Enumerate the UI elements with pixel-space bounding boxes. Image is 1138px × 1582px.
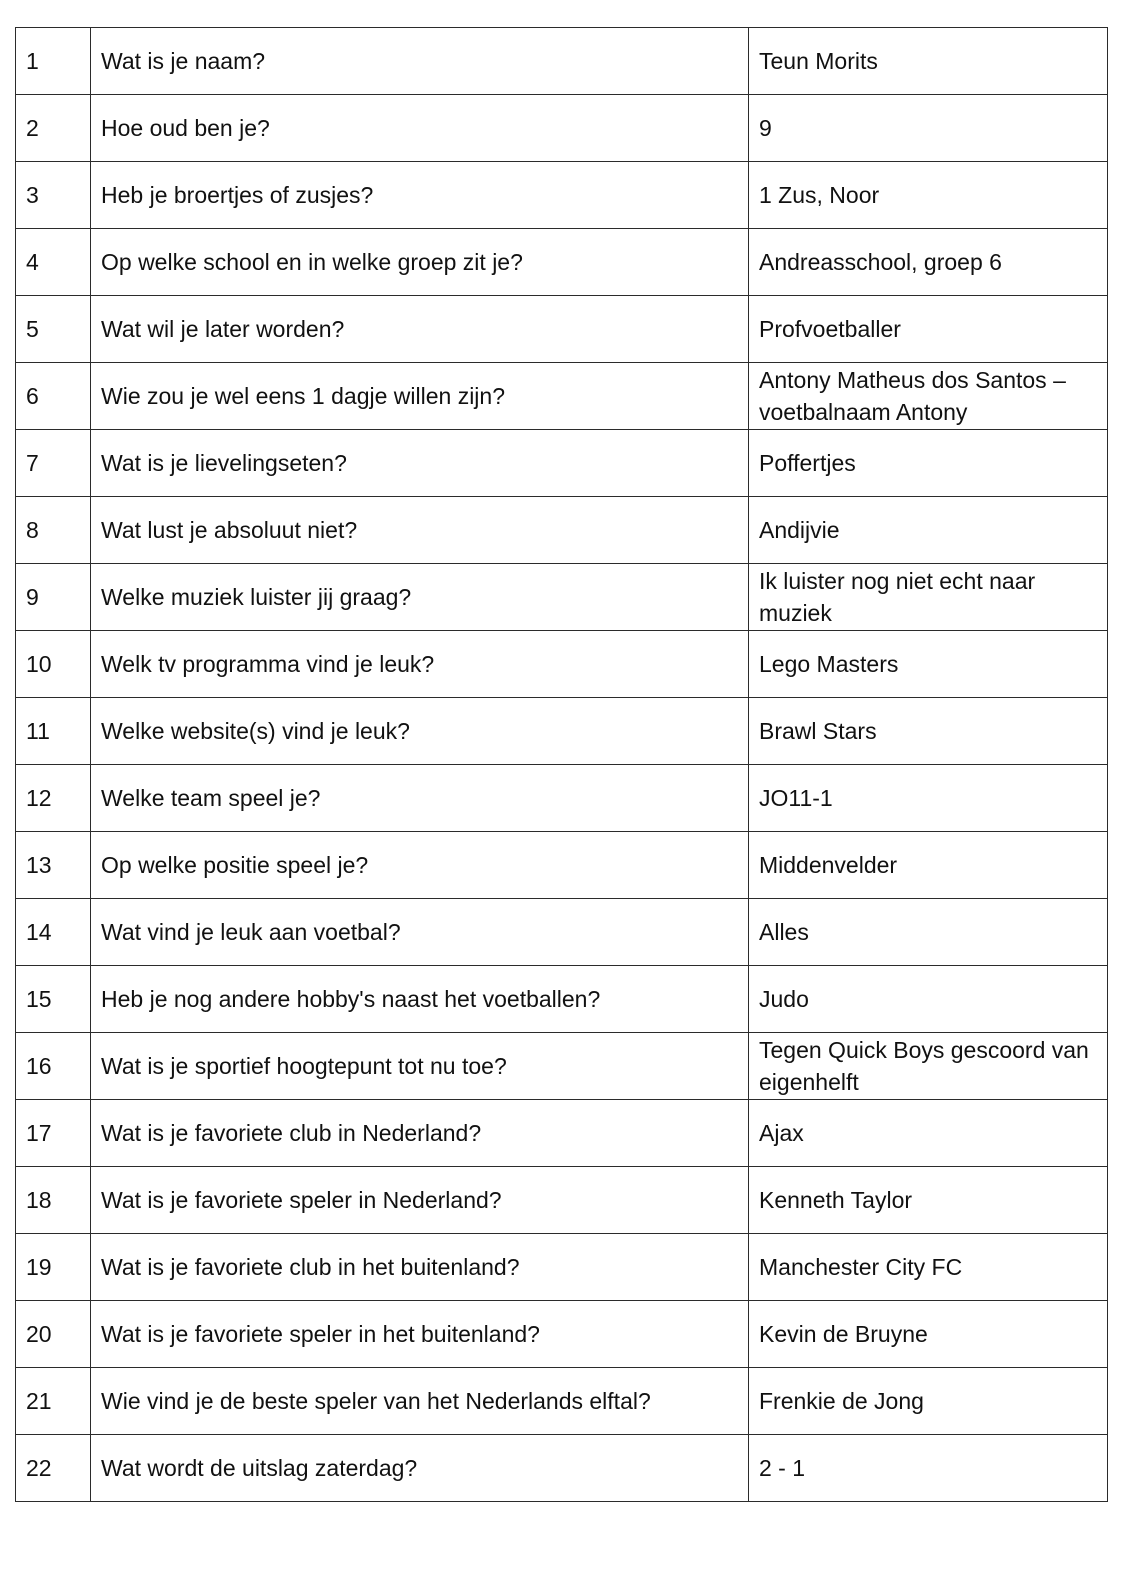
question-cell: Hoe oud ben je? <box>91 95 749 162</box>
table-row <box>16 28 1108 95</box>
question-cell: Op welke positie speel je? <box>91 832 749 899</box>
answer-cell: 2 - 1 <box>749 1435 1108 1502</box>
table-row <box>16 966 1108 1033</box>
row-number: 10 <box>16 631 91 698</box>
row-number: 12 <box>16 765 91 832</box>
table-row <box>16 1100 1108 1167</box>
question-cell: Welke website(s) vind je leuk? <box>91 698 749 765</box>
table-row <box>16 899 1108 966</box>
answer-cell: Ajax <box>749 1100 1108 1167</box>
answer-cell: Frenkie de Jong <box>749 1368 1108 1435</box>
row-number: 15 <box>16 966 91 1033</box>
answer-cell: Middenvelder <box>749 832 1108 899</box>
row-number: 3 <box>16 162 91 229</box>
row-number: 9 <box>16 564 91 631</box>
answer-cell: Alles <box>749 899 1108 966</box>
answer-cell: Kevin de Bruyne <box>749 1301 1108 1368</box>
question-cell: Wie vind je de beste speler van het Nederlands elftal? <box>91 1368 749 1435</box>
row-number: 18 <box>16 1167 91 1234</box>
answer-cell: Antony Matheus dos Santos – voetbalnaam Antony <box>749 363 1108 430</box>
table-row <box>16 1234 1108 1301</box>
answer-cell: Poffertjes <box>749 430 1108 497</box>
answer-cell: Andreasschool, groep 6 <box>749 229 1108 296</box>
table-row <box>16 832 1108 899</box>
table-row <box>16 497 1108 564</box>
question-cell: Wat is je favoriete speler in Nederland? <box>91 1167 749 1234</box>
question-cell: Welke muziek luister jij graag? <box>91 564 749 631</box>
row-number: 21 <box>16 1368 91 1435</box>
question-cell: Wat wordt de uitslag zaterdag? <box>91 1435 749 1502</box>
row-number: 1 <box>16 28 91 95</box>
question-cell: Wat is je naam? <box>91 28 749 95</box>
question-cell: Wat vind je leuk aan voetbal? <box>91 899 749 966</box>
interview-table-body <box>16 28 1108 1502</box>
row-number: 8 <box>16 497 91 564</box>
row-number: 22 <box>16 1435 91 1502</box>
row-number: 5 <box>16 296 91 363</box>
table-row <box>16 1368 1108 1435</box>
answer-cell: Ik luister nog niet echt naar muziek <box>749 564 1108 631</box>
answer-cell: JO11-1 <box>749 765 1108 832</box>
answer-cell: Andijvie <box>749 497 1108 564</box>
row-number: 13 <box>16 832 91 899</box>
table-row <box>16 698 1108 765</box>
table-row <box>16 765 1108 832</box>
answer-cell: Profvoetballer <box>749 296 1108 363</box>
table-row <box>16 363 1108 430</box>
question-cell: Wat is je favoriete club in het buitenland? <box>91 1234 749 1301</box>
table-row <box>16 95 1108 162</box>
answer-cell: Teun Morits <box>749 28 1108 95</box>
interview-sheet <box>15 27 1107 1502</box>
answer-cell: 1 Zus, Noor <box>749 162 1108 229</box>
row-number: 6 <box>16 363 91 430</box>
table-row <box>16 1167 1108 1234</box>
row-number: 7 <box>16 430 91 497</box>
table-row <box>16 430 1108 497</box>
question-cell: Heb je nog andere hobby's naast het voetballen? <box>91 966 749 1033</box>
table-row <box>16 296 1108 363</box>
interview-table <box>15 27 1108 1502</box>
row-number: 19 <box>16 1234 91 1301</box>
question-cell: Op welke school en in welke groep zit je? <box>91 229 749 296</box>
question-cell: Welk tv programma vind je leuk? <box>91 631 749 698</box>
answer-cell: Brawl Stars <box>749 698 1108 765</box>
table-row <box>16 1435 1108 1502</box>
question-cell: Wat is je favoriete club in Nederland? <box>91 1100 749 1167</box>
table-row <box>16 1033 1108 1100</box>
question-cell: Wat is je sportief hoogtepunt tot nu toe? <box>91 1033 749 1100</box>
row-number: 16 <box>16 1033 91 1100</box>
question-cell: Wat wil je later worden? <box>91 296 749 363</box>
question-cell: Wat is je favoriete speler in het buitenland? <box>91 1301 749 1368</box>
row-number: 14 <box>16 899 91 966</box>
answer-cell: Kenneth Taylor <box>749 1167 1108 1234</box>
table-row <box>16 631 1108 698</box>
table-row <box>16 564 1108 631</box>
table-row <box>16 229 1108 296</box>
answer-cell: Judo <box>749 966 1108 1033</box>
row-number: 4 <box>16 229 91 296</box>
row-number: 11 <box>16 698 91 765</box>
answer-cell: Manchester City FC <box>749 1234 1108 1301</box>
question-cell: Wat lust je absoluut niet? <box>91 497 749 564</box>
row-number: 2 <box>16 95 91 162</box>
table-row <box>16 1301 1108 1368</box>
question-cell: Heb je broertjes of zusjes? <box>91 162 749 229</box>
answer-cell: 9 <box>749 95 1108 162</box>
table-row <box>16 162 1108 229</box>
answer-cell: Lego Masters <box>749 631 1108 698</box>
row-number: 20 <box>16 1301 91 1368</box>
question-cell: Wat is je lievelingseten? <box>91 430 749 497</box>
row-number: 17 <box>16 1100 91 1167</box>
answer-cell: Tegen Quick Boys gescoord van eigenhelft <box>749 1033 1108 1100</box>
question-cell: Welke team speel je? <box>91 765 749 832</box>
question-cell: Wie zou je wel eens 1 dagje willen zijn? <box>91 363 749 430</box>
